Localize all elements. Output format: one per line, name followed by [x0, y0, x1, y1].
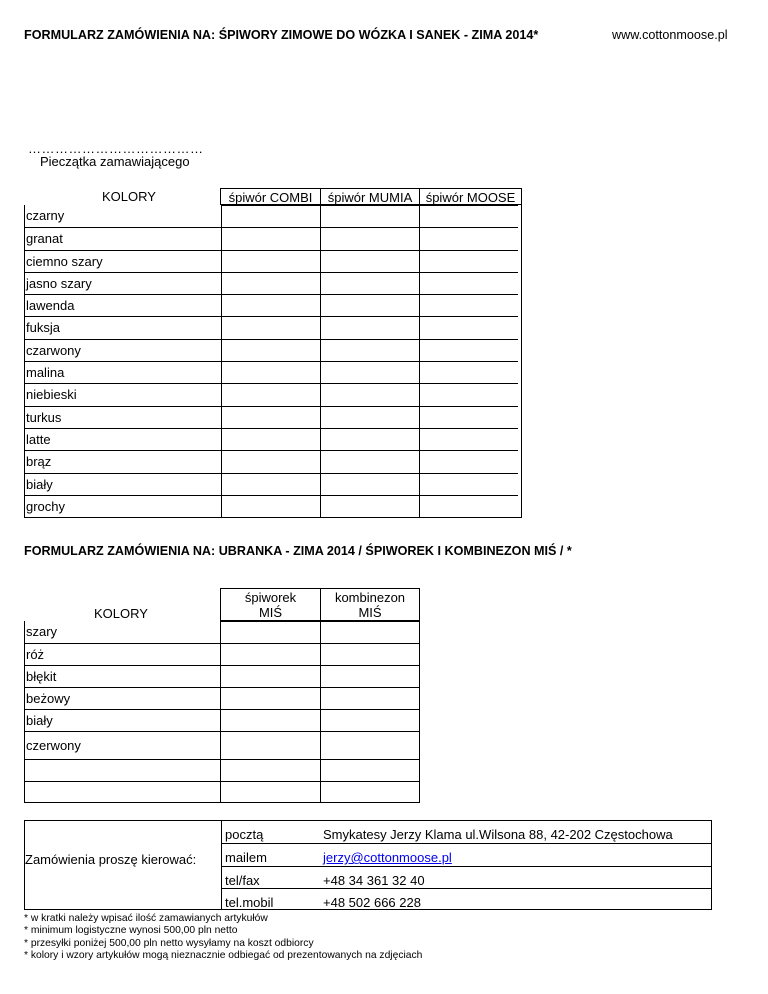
quantity-cell[interactable]	[419, 361, 518, 383]
table-row	[25, 687, 419, 709]
color-name: czarwony	[25, 339, 221, 361]
table-row	[25, 428, 521, 450]
quantity-cell[interactable]	[320, 294, 419, 316]
table-row	[25, 781, 419, 802]
quantity-cell[interactable]	[320, 272, 419, 294]
footnote: * kolory i wzory artykułów mogą nieznacznie odbiegać od prezentowanych na zdjęciach	[24, 949, 423, 961]
quantity-cell[interactable]	[221, 205, 320, 227]
quantity-cell[interactable]	[419, 473, 518, 495]
color-name: czarny	[26, 208, 65, 223]
quantity-cell[interactable]	[320, 316, 419, 338]
table-row	[25, 665, 419, 687]
contact-value-mobile: +48 502 666 228	[323, 895, 421, 910]
color-name: brąz	[25, 450, 221, 472]
quantity-cell[interactable]	[221, 450, 320, 472]
quantity-cell[interactable]	[221, 272, 320, 294]
quantity-cell[interactable]	[419, 339, 518, 361]
quantity-cell[interactable]	[320, 643, 420, 665]
quantity-cell[interactable]	[320, 731, 420, 759]
column-header-line: MIŚ	[258, 605, 283, 620]
color-name: beżowy	[25, 687, 220, 709]
table-row	[25, 272, 521, 294]
color-name: latte	[25, 428, 221, 450]
column-header-overall-mis	[320, 588, 420, 621]
quantity-cell[interactable]	[220, 621, 320, 643]
color-name: grochy	[25, 495, 221, 517]
quantity-cell[interactable]	[221, 250, 320, 272]
column-header-sleeping-bag-mis	[220, 588, 321, 621]
quantity-cell[interactable]	[320, 709, 420, 731]
quantity-cell[interactable]	[419, 250, 518, 272]
contact-value-telfax: +48 34 361 32 40	[323, 873, 425, 888]
color-name: szary	[26, 624, 58, 639]
quantity-cell[interactable]	[220, 665, 320, 687]
quantity-cell[interactable]	[320, 250, 419, 272]
quantity-cell[interactable]	[320, 406, 419, 428]
quantity-cell[interactable]	[419, 294, 518, 316]
table-row	[25, 450, 521, 472]
quantity-cell[interactable]	[221, 473, 320, 495]
form-title-sleeping-bags: FORMULARZ ZAMÓWIENIA NA: ŚPIWORY ZIMOWE DO WÓZKA I SANEK - ZIMA 2014*	[24, 28, 539, 42]
color-name: niebieski	[25, 383, 221, 405]
table-row	[25, 643, 419, 665]
quantity-cell[interactable]	[419, 272, 518, 294]
quantity-cell[interactable]	[221, 383, 320, 405]
table-row	[25, 250, 521, 272]
quantity-cell[interactable]	[320, 759, 420, 781]
quantity-cell[interactable]	[220, 687, 320, 709]
color-name: biały	[25, 709, 220, 731]
contact-label: Zamówienia proszę kierować:	[25, 852, 197, 867]
form-title-clothing: FORMULARZ ZAMÓWIENIA NA: UBRANKA - ZIMA 2014 / ŚPIWOREK I KOMBINEZON MIŚ / *	[24, 544, 572, 558]
quantity-cell[interactable]	[419, 428, 518, 450]
quantity-cell[interactable]	[419, 227, 518, 249]
sleeping-bags-grid	[24, 205, 522, 518]
quantity-cell[interactable]	[221, 227, 320, 249]
table-row	[25, 205, 521, 227]
quantity-cell[interactable]	[320, 339, 419, 361]
quantity-cell[interactable]	[419, 383, 518, 405]
table-row	[25, 621, 419, 643]
quantity-cell[interactable]	[220, 731, 320, 759]
quantity-cell[interactable]	[320, 428, 419, 450]
clothing-grid	[24, 621, 420, 803]
quantity-cell[interactable]	[221, 339, 320, 361]
table-row	[25, 759, 419, 781]
table-row	[25, 227, 521, 249]
quantity-cell[interactable]	[320, 450, 419, 472]
quantity-cell[interactable]	[320, 781, 420, 802]
column-header-line: kombinezon	[334, 590, 406, 605]
column-header-line: MIŚ	[358, 605, 382, 620]
color-name: biały	[25, 473, 221, 495]
quantity-cell[interactable]	[221, 294, 320, 316]
quantity-cell[interactable]	[220, 643, 320, 665]
quantity-cell[interactable]	[419, 450, 518, 472]
quantity-cell[interactable]	[419, 495, 518, 517]
table-row	[25, 339, 521, 361]
footnote: * przesyłki poniżej 500,00 pln netto wysyłamy na koszt odbiorcy	[24, 937, 314, 949]
column-header-line: śpiworek	[244, 590, 297, 605]
color-name: fuksja	[25, 316, 221, 338]
quantity-cell[interactable]	[419, 406, 518, 428]
stamp-dotted-line: …………………………………	[28, 141, 204, 156]
color-name: błękit	[25, 665, 220, 687]
color-name: turkus	[25, 406, 221, 428]
quantity-cell[interactable]	[320, 473, 419, 495]
quantity-cell[interactable]	[221, 361, 320, 383]
column-header-combi: śpiwór COMBI	[220, 188, 321, 205]
table-row	[25, 473, 521, 495]
color-name: malina	[25, 361, 221, 383]
quantity-cell[interactable]	[221, 495, 320, 517]
contact-key-mail: mailem	[225, 850, 267, 865]
quantity-cell[interactable]	[320, 205, 419, 227]
color-name: granat	[25, 227, 221, 249]
quantity-cell[interactable]	[220, 759, 320, 781]
quantity-cell[interactable]	[221, 428, 320, 450]
table-row	[25, 709, 419, 731]
table-row	[25, 294, 521, 316]
color-name: czerwony	[25, 731, 220, 759]
column-header-mumia: śpiwór MUMIA	[320, 188, 420, 205]
contact-email-link[interactable]: jerzy@cottonmoose.pl	[323, 850, 452, 865]
color-name: jasno szary	[25, 272, 221, 294]
color-name	[25, 759, 220, 781]
contact-value-address: Smykatesy Jerzy Klama ul.Wilsona 88, 42-202 Częstochowa	[323, 827, 673, 842]
contact-key-mobile: tel.mobil	[225, 895, 274, 910]
quantity-cell[interactable]	[320, 227, 419, 249]
colors-header: KOLORY	[102, 189, 156, 204]
table-row	[25, 731, 419, 759]
contact-key-post: pocztą	[225, 827, 264, 842]
quantity-cell[interactable]	[320, 665, 420, 687]
table-row	[25, 316, 521, 338]
color-name	[25, 781, 220, 802]
quantity-cell[interactable]	[220, 781, 320, 802]
footnote: * w kratki należy wpisać ilość zamawianych artykułów	[24, 913, 268, 924]
footnote: * minimum logistyczne wynosi 500,00 pln netto	[24, 925, 238, 937]
quantity-cell[interactable]	[221, 316, 320, 338]
quantity-cell[interactable]	[320, 383, 419, 405]
color-name: ciemno szary	[25, 250, 221, 272]
quantity-cell[interactable]	[419, 316, 518, 338]
colors-header-2: KOLORY	[94, 606, 148, 621]
color-name: lawenda	[25, 294, 221, 316]
quantity-cell[interactable]	[320, 687, 420, 709]
quantity-cell[interactable]	[419, 205, 518, 227]
color-name: róż	[25, 643, 220, 665]
contact-block	[24, 820, 712, 910]
table-row	[25, 406, 521, 428]
quantity-cell[interactable]	[320, 361, 419, 383]
table-row	[25, 383, 521, 405]
quantity-cell[interactable]	[220, 709, 320, 731]
table-row	[25, 361, 521, 383]
quantity-cell[interactable]	[320, 621, 420, 643]
contact-key-telfax: tel/fax	[225, 873, 260, 888]
table-row	[25, 495, 521, 517]
quantity-cell[interactable]	[320, 495, 419, 517]
quantity-cell[interactable]	[221, 406, 320, 428]
footnotes	[24, 913, 422, 962]
stamp-label: Pieczątka zamawiającego	[40, 154, 190, 169]
column-header-moose: śpiwór MOOSE	[419, 188, 522, 205]
website-link[interactable]: www.cottonmoose.pl	[612, 28, 728, 42]
